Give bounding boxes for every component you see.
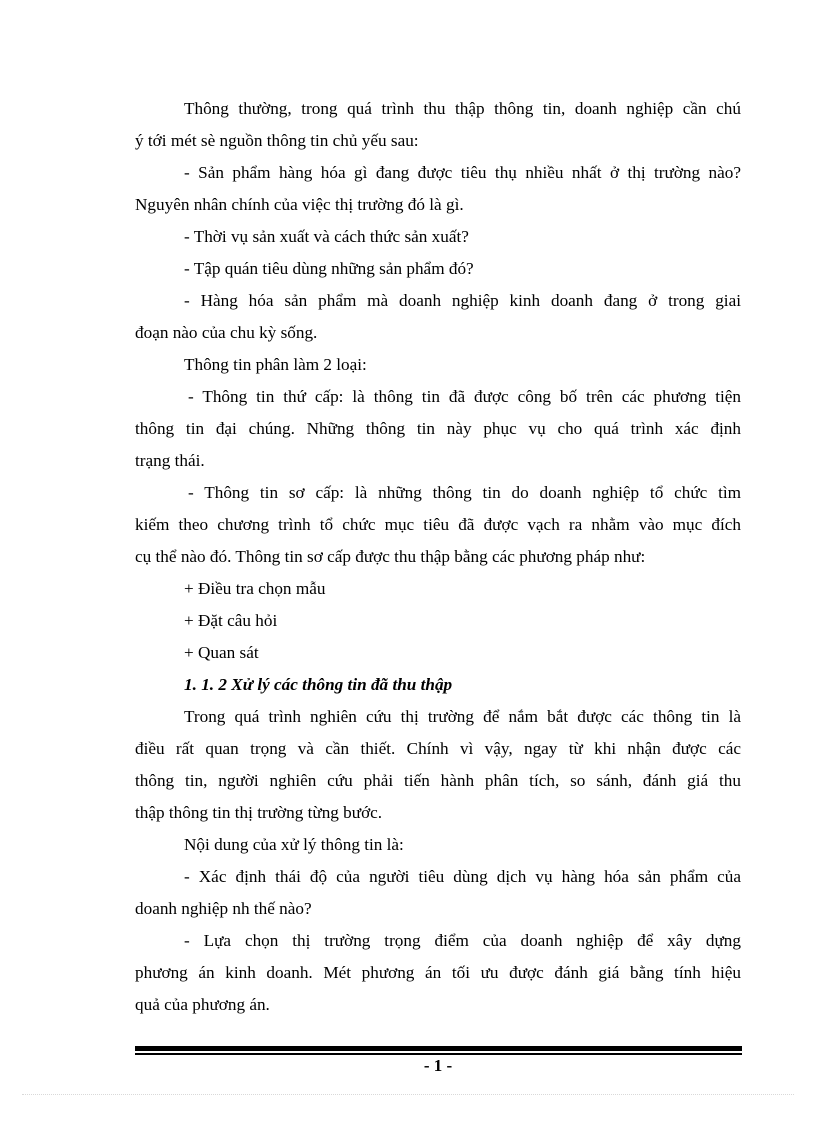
text-line: - Lựa chọn thị trường trọng điểm của doanh nghiệp để xây dựng [184,931,741,950]
text-line: Trong quá trình nghiên cứu thị trường để nắm bắt được các thông tin là [184,707,741,726]
text-line: Thông thường, trong quá trình thu thập thông tin, doanh nghiệp cần chú [184,99,741,118]
text-line: - Thời vụ sản xuất và cách thức sản xuất? [184,227,469,246]
text-line: + Đặt câu hỏi [184,611,278,630]
text-line: - Hàng hóa sản phẩm mà doanh nghiệp kinh doanh đang ở trong giai [184,291,741,310]
text-line: - Tập quán tiêu dùng những sản phẩm đó? [184,259,474,278]
text-line: quả của phương án. [135,995,270,1014]
text-line: Nội dung của xử lý thông tin là: [184,835,404,854]
text-line: phương án kinh doanh. Mét phương án tối ưu được đánh giá bằng tính hiệu [135,963,741,982]
footer-rule-thick [135,1046,742,1051]
text-line: - Xác định thái độ của người tiêu dùng dịch vụ hàng hóa sản phẩm của [184,867,741,886]
text-line: - Thông tin sơ cấp: là những thông tin do doanh nghiệp tổ chức tìm [188,483,741,502]
text-line: cụ thể nào đó. Thông tin sơ cấp được thu thập bằng các phương pháp như: [135,547,646,566]
text-line: + Quan sát [184,643,259,662]
text-line: đoạn nào của chu kỳ sống. [135,323,318,342]
section-heading: 1. 1. 2 Xử lý các thông tin đã thu thập [184,675,453,694]
text-line: Nguyên nhân chính của việc thị trường đó là gì. [135,195,464,214]
text-line: thông tin, người nghiên cứu phải tiến hành phân tích, so sánh, đánh giá thu [135,771,741,790]
text-line: thông tin đại chúng. Những thông tin này phục vụ cho quá trình xác định [135,419,741,438]
body-text [135,93,741,1021]
text-line: kiếm theo chương trình tổ chức mục tiêu đã được vạch ra nhằm vào mục đích [135,515,741,534]
text-line: ý tới mét sè nguồn thông tin chủ yếu sau: [135,131,419,150]
page-bottom-border [22,1094,794,1096]
text-line: - Thông tin thứ cấp: là thông tin đã được công bố trên các phương tiện [188,387,741,406]
text-line: - Sản phẩm hàng hóa gì đang được tiêu thụ nhiều nhất ở thị trường nào? [184,163,741,182]
text-line: + Điều tra chọn mẫu [184,579,326,598]
text-line: trạng thái. [135,451,205,470]
text-line: doanh nghiệp nh thế nào? [135,899,312,918]
page-number: - 1 - [423,1056,453,1075]
text-line: Thông tin phân làm 2 loại: [184,355,367,374]
text-line: thập thông tin thị trường từng bước. [135,803,383,822]
text-line: điều rất quan trọng và cần thiết. Chính vì vậy, ngay từ khi nhận được các [135,739,741,758]
